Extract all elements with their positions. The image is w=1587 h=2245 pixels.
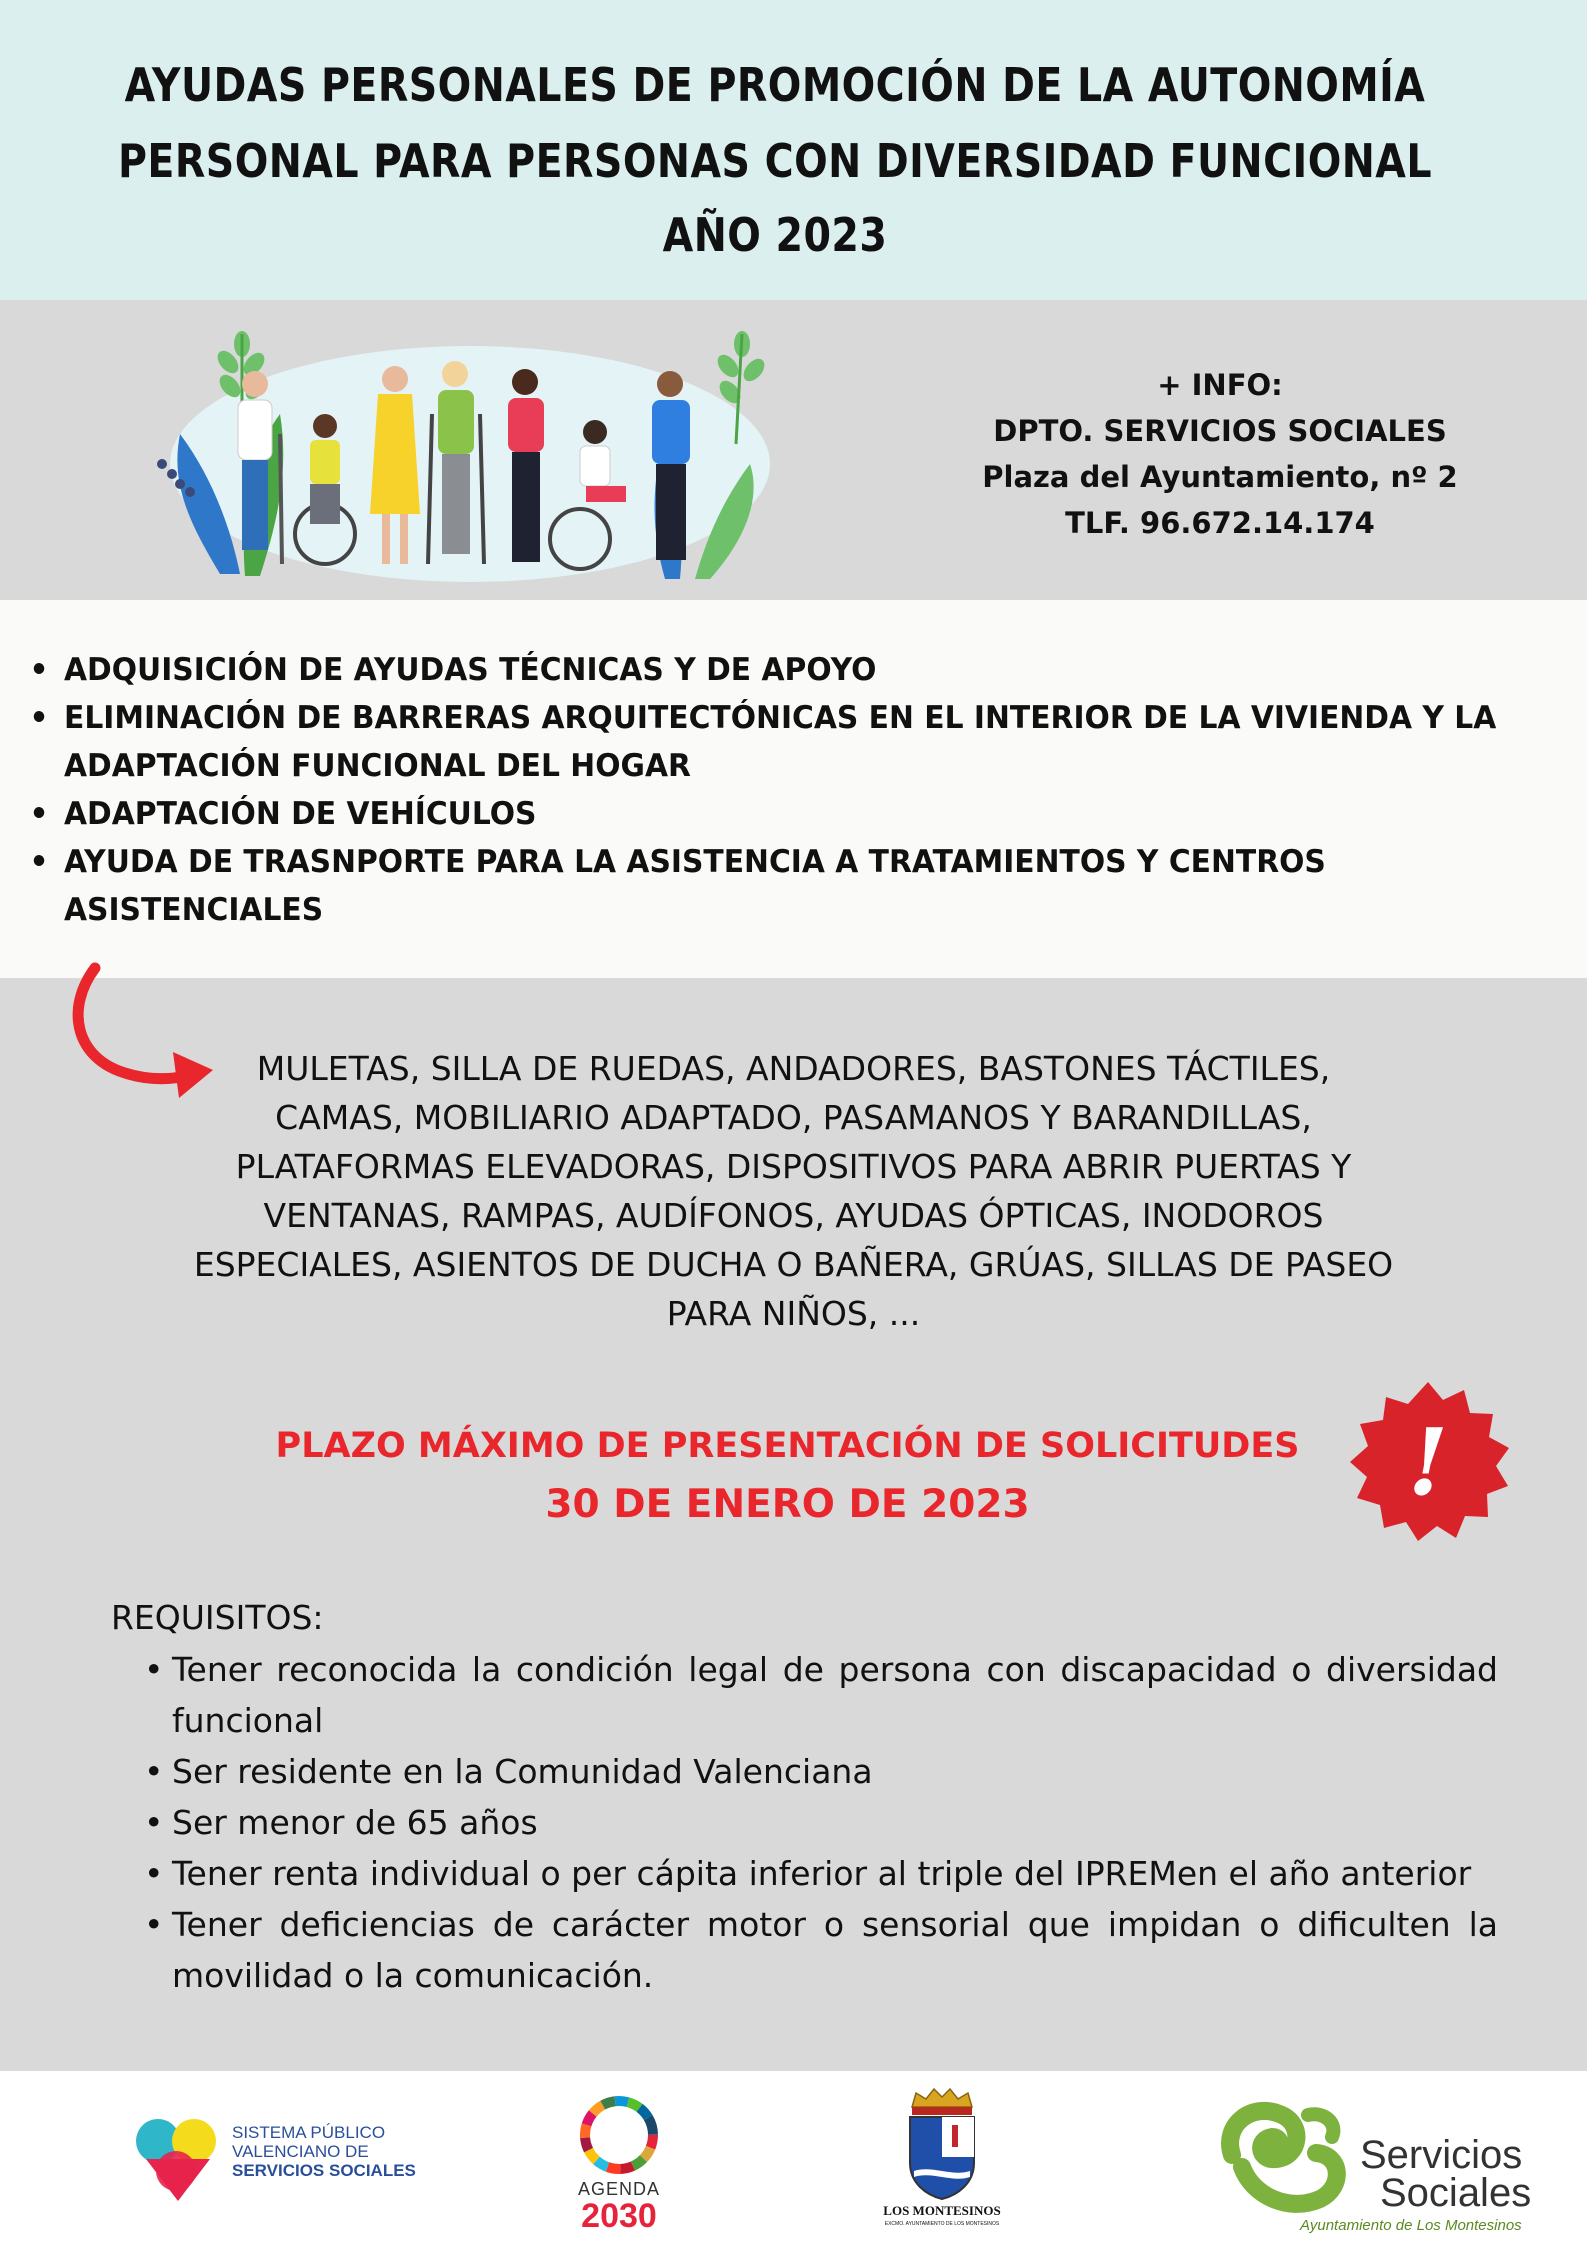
examples-line: PLATAFORMAS ELEVADORAS, DISPOSITIVOS PARA ABRIR PUERTAS Y	[235, 1147, 1352, 1186]
examples-line: VENTANAS, RAMPAS, AUDÍFONOS, AYUDAS ÓPTICAS, INODOROS	[263, 1196, 1324, 1235]
montesinos-subtitle: EXCMO. AYUNTAMIENTO DE LOS MONTESINOS	[884, 2221, 1000, 2227]
requirement-line: movilidad o la comunicación.	[172, 1956, 654, 1995]
bullet: •	[144, 1650, 164, 1689]
bullet: •	[29, 844, 49, 880]
requirement-item	[144, 1899, 1498, 2001]
requirement-item	[144, 1797, 1498, 1848]
sistema-publico-logo	[128, 2109, 228, 2209]
servicios-line-1: Servicios	[1360, 2133, 1523, 2177]
requirement-line: Ser menor de 65 años	[172, 1803, 538, 1842]
bullet: •	[144, 1752, 164, 1791]
agenda-label: AGENDA	[577, 2179, 661, 2199]
bullet: •	[144, 1905, 164, 1944]
aid-type-item	[29, 790, 1504, 838]
title-band	[0, 0, 1587, 300]
aid-type-item	[29, 838, 1504, 934]
sistema-line: SISTEMA PÚBLICO	[232, 2123, 386, 2142]
aid-types-band	[0, 600, 1587, 978]
montesinos-name: LOS MONTESINOS	[883, 2203, 1001, 2218]
servicios-sociales-logo	[1212, 2095, 1362, 2225]
info-phone: TLF. 96.672.14.174	[1065, 506, 1375, 540]
sistema-publico-text	[232, 2123, 416, 2180]
requirement-item	[144, 1644, 1498, 1746]
requirement-line: Tener renta individual o per cápita inferior al triple del IPREMen el año anterior	[172, 1854, 1472, 1893]
examples-line: ESPECIALES, ASIENTOS DE DUCHA O BAÑERA, GRÚAS, SILLAS DE PASEO	[193, 1245, 1394, 1284]
requirement-item	[144, 1746, 1498, 1797]
info-department: DPTO. SERVICIOS SOCIALES	[993, 414, 1447, 448]
svg-text:!: !	[1407, 1408, 1449, 1516]
aid-type-line: ADAPTACIÓN DE VEHÍCULOS	[64, 796, 537, 832]
title-line-2: PERSONAL PARA PERSONAS CON DIVERSIDAD FUNCIONAL	[118, 134, 1432, 188]
footer-logos	[0, 2071, 1587, 2245]
servicios-line-3: Ayuntamiento de Los Montesinos	[1300, 2217, 1522, 2234]
agenda-year: 2030	[581, 2197, 657, 2235]
aid-type-item	[29, 646, 1504, 694]
alert-badge-icon	[1342, 1378, 1514, 1550]
examples-line: PARA NIÑOS, ...	[666, 1294, 921, 1333]
aid-type-line: ASISTENCIALES	[64, 892, 324, 928]
examples-line: CAMAS, MOBILIARIO ADAPTADO, PASAMANOS Y BARANDILLAS,	[275, 1098, 1312, 1137]
bullet: •	[29, 652, 49, 688]
bullet: •	[29, 700, 49, 736]
servicios-line-2: Sociales	[1380, 2171, 1532, 2215]
aid-type-line: ADAPTACIÓN FUNCIONAL DEL HOGAR	[64, 748, 691, 784]
info-address: Plaza del Ayuntamiento, nº 2	[982, 460, 1458, 494]
sdg-wheel-icon	[570, 2093, 668, 2177]
requirement-line: funcional	[172, 1701, 324, 1740]
info-label: + INFO:	[1157, 368, 1283, 402]
requirement-line: Tener deficiencias de carácter motor o sensorial que impidan o dificulten la	[172, 1905, 1498, 1944]
aid-type-line: ADQUISICIÓN DE AYUDAS TÉCNICAS Y DE APOYO	[64, 652, 877, 688]
deadline-date: 30 DE ENERO DE 2023	[545, 1482, 1030, 1527]
sistema-line: VALENCIANO DE	[232, 2142, 369, 2161]
title-line-1: AYUDAS PERSONALES DE PROMOCIÓN DE LA AUTONOMÍA	[124, 58, 1426, 112]
requirements-heading: REQUISITOS:	[111, 1598, 324, 1637]
deadline-title: PLAZO MÁXIMO DE PRESENTACIÓN DE SOLICITUDES	[275, 1426, 1300, 1466]
examples-line: MULETAS, SILLA DE RUEDAS, ANDADORES, BASTONES TÁCTILES,	[256, 1049, 1331, 1088]
info-band	[0, 300, 1587, 600]
montesinos-coat-of-arms	[902, 2085, 982, 2201]
requirement-line: Tener reconocida la condición legal de persona con discapacidad o diversidad	[172, 1650, 1498, 1689]
aid-type-line: AYUDA DE TRASNPORTE PARA LA ASISTENCIA A TRATAMIENTOS Y CENTROS	[64, 844, 1326, 880]
requirement-line: Ser residente en la Comunidad Valenciana	[172, 1752, 873, 1791]
agenda-2030-logo	[570, 2093, 668, 2233]
diverse-people-illustration	[150, 314, 770, 594]
bullet: •	[144, 1803, 164, 1842]
requirement-item	[144, 1848, 1498, 1899]
aid-type-line: ELIMINACIÓN DE BARRERAS ARQUITECTÓNICAS EN EL INTERIOR DE LA VIVIENDA Y LA	[64, 700, 1497, 736]
bullet: •	[29, 796, 49, 832]
sistema-line: SERVICIOS SOCIALES	[232, 2161, 416, 2180]
aid-type-item	[29, 694, 1504, 790]
title-line-3: AÑO 2023	[662, 208, 888, 262]
bullet: •	[144, 1854, 164, 1893]
